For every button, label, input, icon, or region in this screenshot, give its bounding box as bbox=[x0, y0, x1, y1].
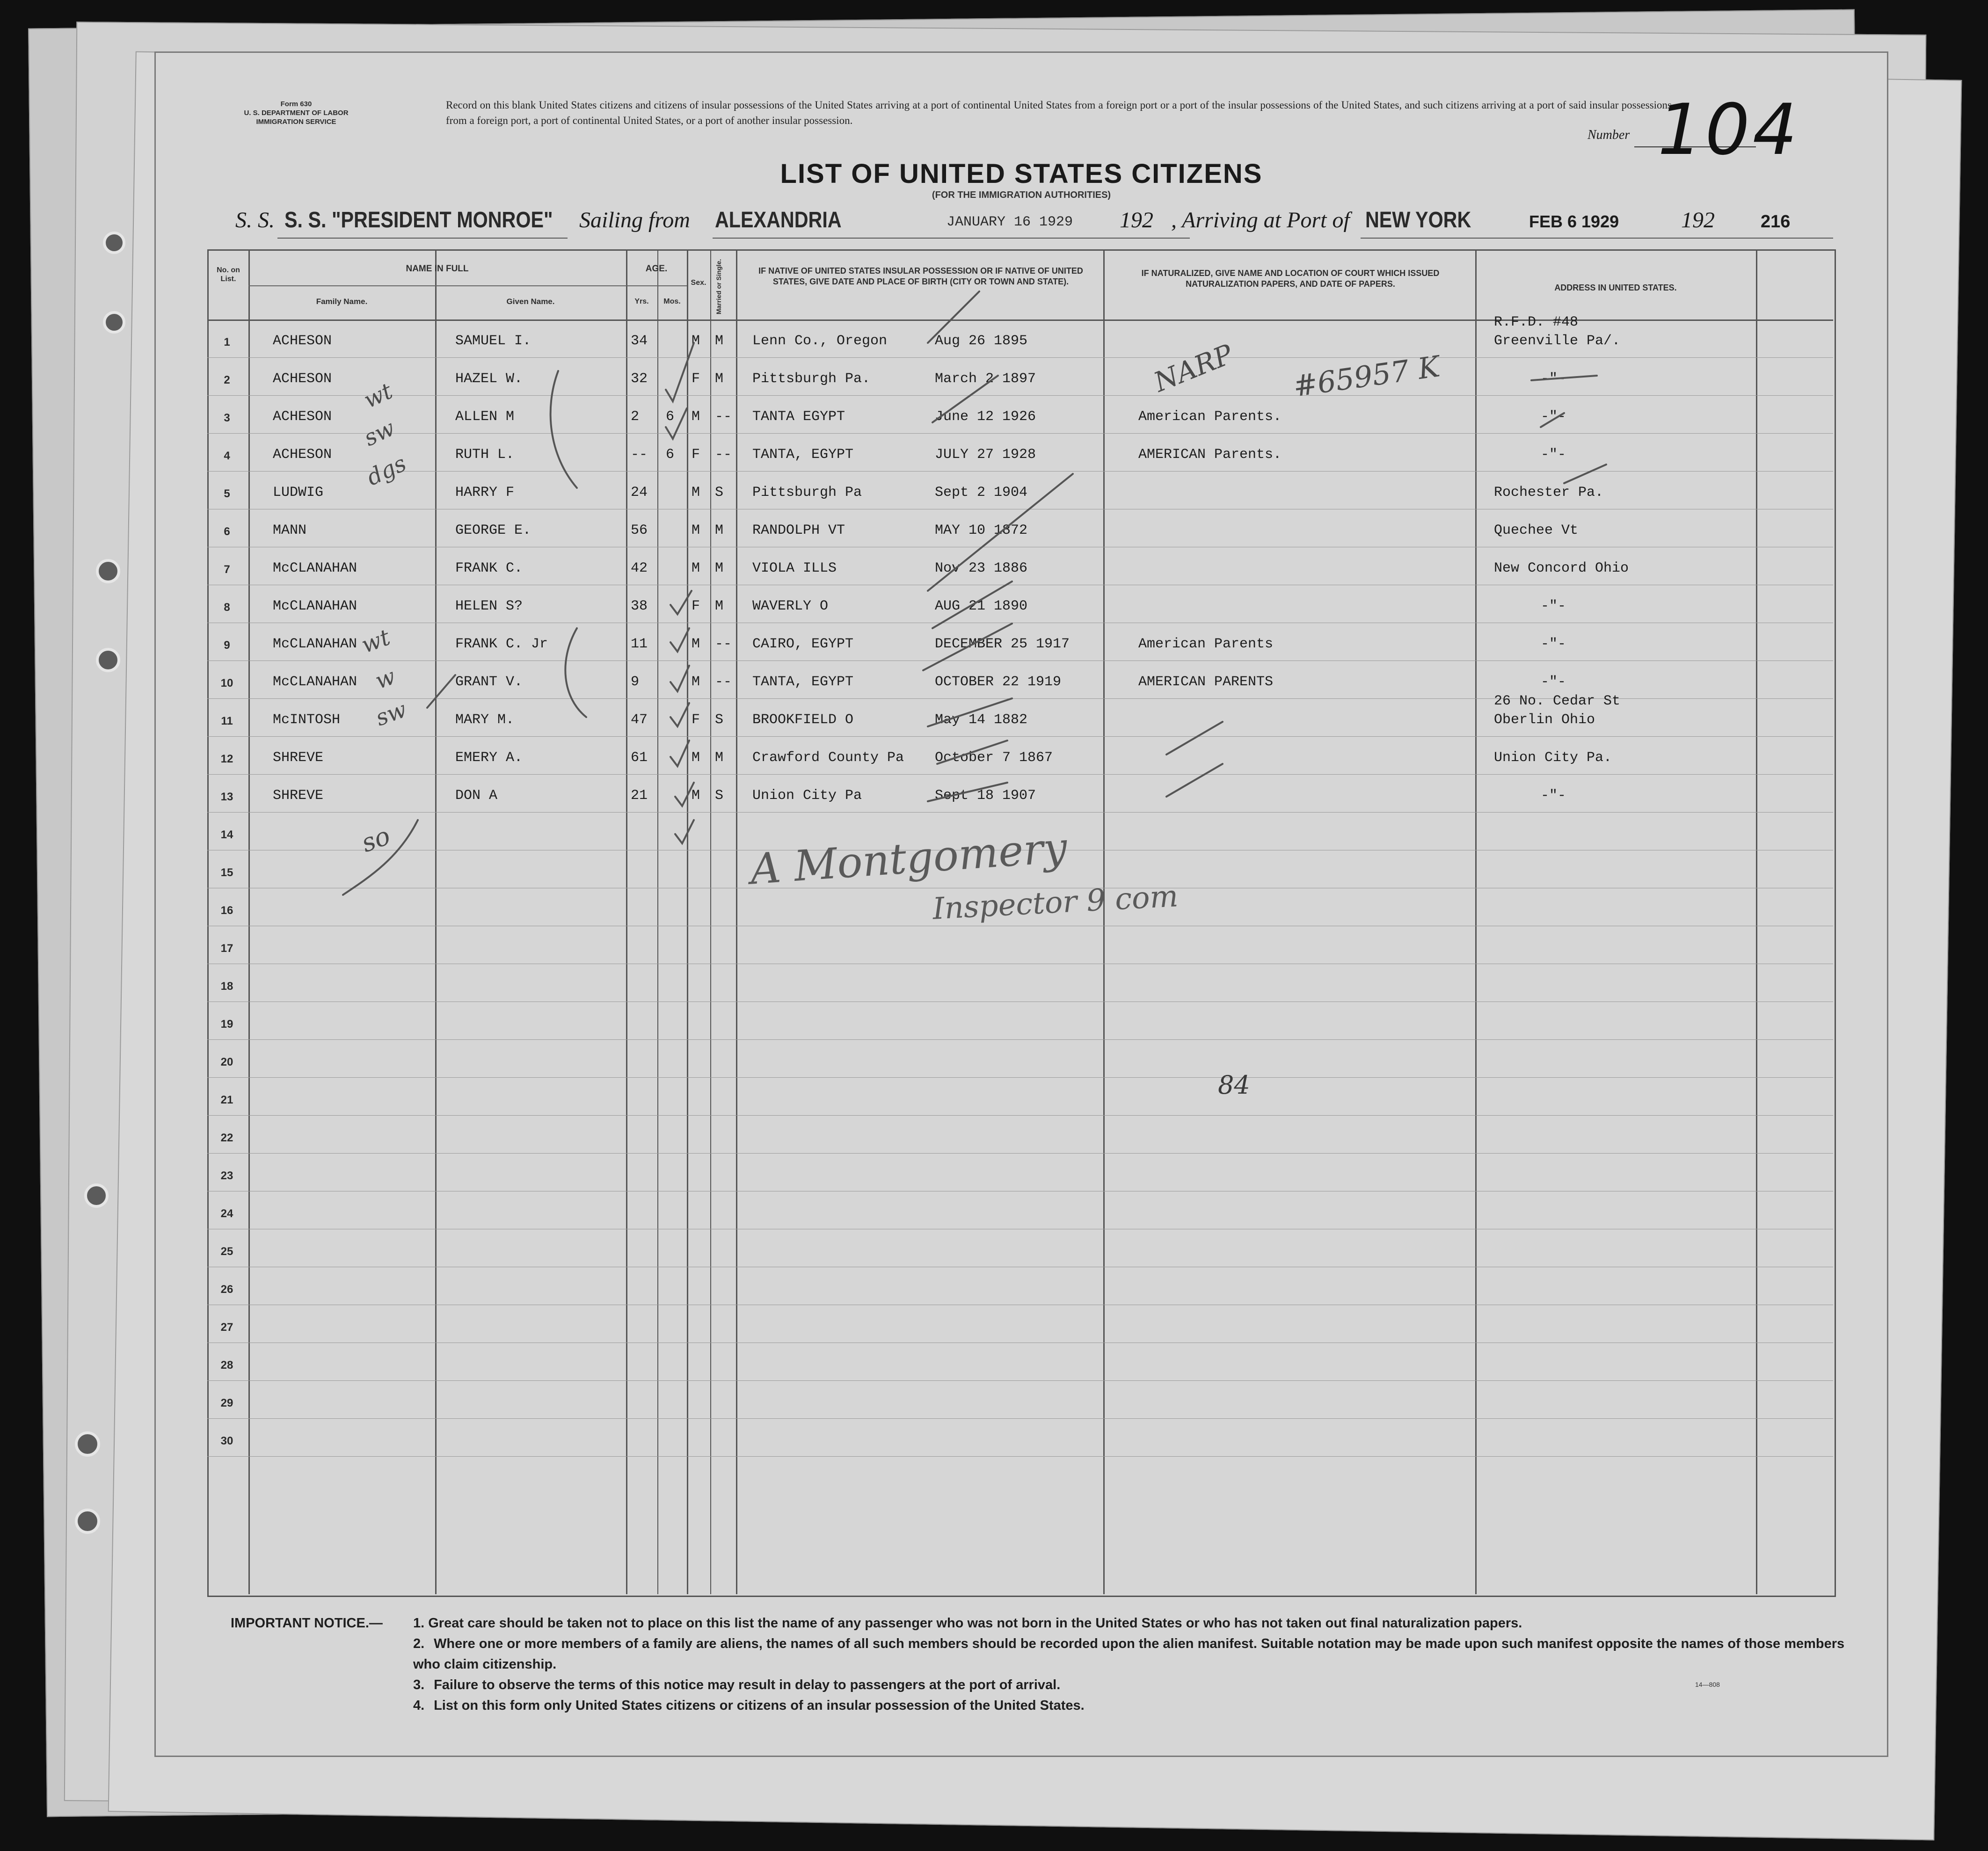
family-name-cell: SHREVE bbox=[273, 750, 324, 766]
sex-cell: M bbox=[692, 674, 700, 690]
birth-place-cell: RANDOLPH VT bbox=[752, 523, 845, 538]
age-years-cell: 11 bbox=[631, 636, 648, 652]
strike-line bbox=[1564, 465, 1606, 483]
address-cell: -"- bbox=[1541, 371, 1566, 387]
row-number: 6 bbox=[224, 525, 230, 538]
check-mark bbox=[666, 408, 687, 439]
marital-status-cell: M bbox=[715, 371, 724, 387]
family-name-cell: ACHESON bbox=[273, 447, 332, 463]
naturalization-cell: American Parents bbox=[1138, 636, 1274, 652]
row-number: 14 bbox=[220, 828, 233, 841]
sex-cell: M bbox=[692, 409, 700, 425]
row-number: 8 bbox=[224, 601, 230, 614]
check-mark bbox=[670, 740, 689, 766]
marital-status-cell: S bbox=[715, 485, 724, 501]
handwritten-note: wt bbox=[358, 624, 394, 659]
sex-cell: M bbox=[692, 523, 700, 538]
birth-date-cell: JULY 27 1928 bbox=[935, 447, 1036, 463]
given-name-cell: EMERY A. bbox=[455, 750, 523, 766]
row-number: 19 bbox=[220, 1018, 233, 1031]
age-years-cell: 32 bbox=[631, 371, 648, 387]
page-subtitle: (FOR THE IMMIGRATION AUTHORITIES) bbox=[932, 190, 1111, 200]
birth-place-cell: TANTA EGYPT bbox=[752, 409, 845, 425]
notice-heading: IMPORTANT NOTICE.— bbox=[231, 1616, 383, 1631]
strike-line bbox=[928, 783, 1007, 801]
row-number: 15 bbox=[220, 866, 233, 879]
naturalization-cell: AMERICAN PARENTS bbox=[1138, 674, 1274, 690]
row-number: 9 bbox=[224, 639, 230, 652]
given-name-cell: GEORGE E. bbox=[455, 523, 532, 538]
naturalization-cell: American Parents. bbox=[1138, 409, 1282, 425]
birth-place-cell: Union City Pa bbox=[752, 788, 862, 804]
header-family-name: Family Name. bbox=[316, 297, 368, 306]
birth-date-cell: AUG 21 1890 bbox=[935, 598, 1028, 614]
row-number: 16 bbox=[220, 904, 233, 917]
binder-hole bbox=[75, 1509, 100, 1534]
notice-item-2: Where one or more members of a family are aliens, the names of all such members should be recorded upon the alien manifest. Suitable notation may be made upon such manifest opposite the names of those members who claim citizenship. bbox=[413, 1636, 1845, 1672]
sex-cell: M bbox=[692, 788, 700, 804]
page-number: 216 bbox=[1761, 212, 1791, 232]
marital-status-cell: M bbox=[715, 560, 724, 576]
row-number: 26 bbox=[220, 1283, 233, 1296]
footer-code: 14—808 bbox=[1695, 1681, 1720, 1688]
address-cell: -"- bbox=[1541, 447, 1566, 463]
inspector-title: Inspector 9 com bbox=[932, 879, 1179, 927]
intro-text: Record on this blank United States citizens and citizens of insular possessions of the United States arriving at a port of continental United States from a foreign port or a port of the insular possessions of the United States, and such citizens arriving at a port of said insular possessions from a foreign port, a port of continental United States, or a port of another insular possession. bbox=[446, 99, 1672, 126]
birth-date-cell: Sept 2 1904 bbox=[935, 485, 1028, 501]
header-birth: IF NATIVE OF UNITED STATES INSULAR POSSESSION OR IF NATIVE OF UNITED STATES, GIVE DATE AND PLACE OF BIRTH (CITY OR TOWN AND STATE). bbox=[758, 266, 1083, 286]
given-name-cell: FRANK C. bbox=[455, 560, 523, 576]
service-name: IMMIGRATION SERVICE bbox=[256, 118, 336, 126]
header-yrs: Yrs. bbox=[634, 298, 649, 305]
marital-status-cell: M bbox=[715, 750, 724, 766]
family-name-cell: ACHESON bbox=[273, 409, 332, 425]
age-years-cell: 42 bbox=[631, 560, 648, 576]
notice-item-3: Failure to observe the terms of this notice may result in delay to passengers at the port of arrival. bbox=[434, 1677, 1061, 1692]
given-name-cell: RUTH L. bbox=[455, 447, 515, 463]
age-years-cell: 21 bbox=[631, 788, 648, 804]
age-years-cell: 61 bbox=[631, 750, 648, 766]
row-number: 30 bbox=[220, 1435, 233, 1447]
pen-loop bbox=[343, 820, 418, 895]
binder-hole bbox=[96, 648, 120, 672]
birth-date-cell: DECEMBER 25 1917 bbox=[935, 636, 1070, 652]
bracket-stroke bbox=[551, 371, 577, 488]
given-name-cell: SAMUEL I. bbox=[455, 333, 532, 349]
address-cell: Greenville Pa/. bbox=[1494, 333, 1621, 349]
row-number: 1 bbox=[224, 336, 230, 348]
header-married-single: Married or Single. bbox=[715, 259, 722, 315]
check-mark bbox=[670, 703, 689, 726]
birth-place-cell: WAVERLY O bbox=[752, 598, 829, 614]
row-number: 25 bbox=[220, 1245, 233, 1258]
header-naturalized: IF NATURALIZED, GIVE NAME AND LOCATION OF COURT WHICH ISSUED NATURALIZATION PAPERS, AND DATE OF PAPERS. bbox=[1141, 269, 1440, 289]
family-name-cell: SHREVE bbox=[273, 788, 324, 804]
handwritten-note: sw bbox=[372, 696, 410, 732]
sailing-label: Sailing from bbox=[579, 208, 690, 232]
page-title: LIST OF UNITED STATES CITIZENS bbox=[780, 159, 1263, 189]
header-age: AGE. bbox=[645, 264, 668, 274]
marital-status-cell: -- bbox=[715, 447, 732, 463]
header-given-name: Given Name. bbox=[506, 297, 555, 306]
notice-item-1: Great care should be taken not to place on this list the name of any passenger who was not born in the United States or who has not taken out final naturalization papers. bbox=[428, 1616, 1522, 1631]
sex-cell: M bbox=[692, 750, 700, 766]
birth-place-cell: Lenn Co., Oregon bbox=[752, 333, 888, 349]
strike-line bbox=[932, 581, 1012, 628]
handwritten-mark: #65957 K bbox=[1291, 349, 1442, 404]
list-number: 104 bbox=[1658, 89, 1800, 171]
check-mark bbox=[675, 783, 694, 806]
birth-date-cell: Sept 18 1907 bbox=[935, 788, 1036, 804]
handwritten-note: so bbox=[357, 820, 394, 858]
sailing-year-printed: 192 bbox=[1120, 208, 1153, 232]
birth-place-cell: Pittsburgh Pa bbox=[752, 485, 862, 501]
family-name-cell: McCLANAHAN bbox=[273, 674, 357, 690]
birth-place-cell: CAIRO, EGYPT bbox=[752, 636, 854, 652]
strike-line bbox=[928, 291, 979, 343]
row-number: 4 bbox=[224, 450, 230, 462]
binder-hole bbox=[103, 232, 125, 254]
sex-cell: M bbox=[692, 560, 700, 576]
birth-date-cell: OCTOBER 22 1919 bbox=[935, 674, 1062, 690]
marital-status-cell: M bbox=[715, 598, 724, 614]
row-number: 2 bbox=[224, 374, 230, 386]
row-number: 11 bbox=[221, 715, 233, 727]
strike-line bbox=[923, 624, 1012, 670]
arrival-year-printed: 192 bbox=[1681, 208, 1715, 232]
marital-status-cell: -- bbox=[715, 636, 732, 652]
age-months-cell: 6 bbox=[666, 447, 675, 463]
arrival-port: NEW YORK bbox=[1365, 208, 1471, 232]
address-cell: -"- bbox=[1541, 674, 1566, 690]
family-name-cell: MANN bbox=[273, 523, 307, 538]
marital-status-cell: M bbox=[715, 333, 724, 349]
center-mark: 84 bbox=[1218, 1070, 1250, 1100]
check-mark bbox=[670, 591, 692, 614]
handwritten-mark: NARP bbox=[1149, 338, 1238, 399]
binder-hole bbox=[96, 559, 120, 583]
strike-line bbox=[1166, 764, 1223, 797]
strike-line bbox=[1166, 722, 1223, 755]
binder-hole bbox=[103, 311, 125, 334]
check-mark bbox=[670, 628, 689, 652]
marital-status-cell: M bbox=[715, 523, 724, 538]
pen-strokes bbox=[156, 53, 1887, 1756]
header-name-in-full: NAME IN FULL bbox=[406, 264, 469, 274]
given-name-cell: FRANK C. Jr bbox=[455, 636, 548, 652]
given-name-cell: DON A bbox=[455, 788, 498, 804]
age-years-cell: 47 bbox=[631, 712, 648, 728]
birth-date-cell: Aug 26 1895 bbox=[935, 333, 1028, 349]
sex-cell: M bbox=[692, 485, 700, 501]
given-name-cell: HAZEL W. bbox=[455, 371, 523, 387]
row-number: 29 bbox=[220, 1397, 233, 1409]
strike-line bbox=[932, 376, 998, 422]
address-cell: -"- bbox=[1541, 409, 1566, 425]
marital-status-cell: -- bbox=[715, 409, 732, 425]
ss-label: S. S. bbox=[235, 208, 275, 232]
given-name-cell: ALLEN M bbox=[455, 409, 515, 425]
handwritten-note: sw bbox=[360, 414, 399, 452]
birth-date-cell: MAY 10 1872 bbox=[935, 523, 1028, 538]
birth-date-cell: June 12 1926 bbox=[935, 409, 1036, 425]
row-number: 23 bbox=[220, 1169, 233, 1182]
handwritten-note: wt bbox=[359, 377, 397, 414]
address-cell: New Concord Ohio bbox=[1494, 560, 1629, 576]
row-number: 22 bbox=[220, 1132, 233, 1144]
arriving-label: , Arriving at Port of bbox=[1171, 208, 1350, 232]
header-sex: Sex. bbox=[691, 279, 706, 287]
address-line-1-cell: 26 No. Cedar St bbox=[1494, 693, 1621, 709]
strike-line bbox=[1531, 376, 1597, 380]
header-address: ADDRESS IN UNITED STATES. bbox=[1554, 283, 1677, 292]
strike-line bbox=[937, 740, 1007, 764]
family-name-cell: ACHESON bbox=[273, 371, 332, 387]
row-number: 18 bbox=[220, 980, 233, 993]
given-name-cell: HELEN S? bbox=[455, 598, 523, 614]
row-number: 7 bbox=[224, 563, 230, 576]
given-name-cell: MARY M. bbox=[455, 712, 515, 728]
age-years-cell: -- bbox=[631, 447, 648, 463]
age-years-cell: 38 bbox=[631, 598, 648, 614]
header-no-on-list: No. on List. bbox=[217, 266, 240, 283]
row-number: 24 bbox=[220, 1207, 233, 1220]
address-cell: -"- bbox=[1541, 636, 1566, 652]
address-cell: Oberlin Ohio bbox=[1494, 712, 1595, 728]
check-mark bbox=[666, 343, 694, 401]
strike-line bbox=[928, 474, 1073, 591]
family-name-cell: McCLANAHAN bbox=[273, 598, 357, 614]
row-number: 28 bbox=[220, 1359, 233, 1372]
sailing-date: JANUARY 16 1929 bbox=[947, 214, 1073, 230]
age-years-cell: 24 bbox=[631, 485, 648, 501]
sex-cell: F bbox=[692, 447, 700, 463]
given-name-cell: HARRY F bbox=[455, 485, 515, 501]
row-number: 3 bbox=[224, 412, 230, 424]
check-mark bbox=[675, 820, 694, 843]
row-number: 5 bbox=[224, 487, 230, 500]
row-number: 21 bbox=[220, 1094, 233, 1106]
marital-status-cell: S bbox=[715, 788, 724, 804]
ship-name: S. S. "PRESIDENT MONROE" bbox=[284, 208, 553, 232]
family-name-cell: LUDWIG bbox=[273, 485, 324, 501]
marital-status-cell: -- bbox=[715, 674, 732, 690]
address-cell: Quechee Vt bbox=[1494, 523, 1579, 538]
check-mark bbox=[670, 666, 689, 691]
strike-line bbox=[928, 698, 1012, 726]
arrival-date-stamp: FEB 6 1929 bbox=[1529, 212, 1619, 231]
number-label: Number bbox=[1587, 128, 1630, 142]
row-number: 17 bbox=[220, 942, 233, 955]
bracket-stroke bbox=[565, 628, 586, 717]
given-name-cell: GRANT V. bbox=[455, 674, 523, 690]
family-name-cell: McINTOSH bbox=[273, 712, 341, 728]
address-cell: -"- bbox=[1541, 598, 1566, 614]
birth-place-cell: TANTA, EGYPT bbox=[752, 447, 854, 463]
binder-hole bbox=[75, 1431, 100, 1457]
age-years-cell: 9 bbox=[631, 674, 640, 690]
form-number: Form 630 bbox=[280, 100, 312, 108]
strike-line bbox=[427, 675, 455, 708]
naturalization-cell: AMERICAN Parents. bbox=[1138, 447, 1282, 463]
birth-date-cell: May 14 1882 bbox=[935, 712, 1028, 728]
age-years-cell: 56 bbox=[631, 523, 648, 538]
age-years-cell: 34 bbox=[631, 333, 648, 349]
row-number: 13 bbox=[220, 791, 233, 803]
birth-place-cell: TANTA, EGYPT bbox=[752, 674, 854, 690]
age-years-cell: 2 bbox=[631, 409, 640, 425]
birth-date-cell: March 2 1897 bbox=[935, 371, 1036, 387]
row-number: 12 bbox=[220, 753, 233, 765]
birth-date-cell: Nov 23 1886 bbox=[935, 560, 1028, 576]
manifest-sheet bbox=[154, 51, 1888, 1757]
sex-cell: M bbox=[692, 333, 700, 349]
family-name-cell: McCLANAHAN bbox=[273, 636, 357, 652]
address-line-1-cell: R.F.D. #48 bbox=[1494, 314, 1579, 330]
age-months-cell: 6 bbox=[666, 409, 675, 425]
strike-line bbox=[1541, 413, 1564, 427]
inspector-signature: A Montgomery bbox=[749, 823, 1069, 894]
sex-cell: F bbox=[692, 371, 700, 387]
row-number: 10 bbox=[220, 677, 233, 690]
sailing-port: ALEXANDRIA bbox=[715, 208, 842, 232]
handwritten-note: dgs bbox=[363, 450, 410, 491]
row-number: 27 bbox=[220, 1321, 233, 1334]
birth-place-cell: BROOKFIELD O bbox=[752, 712, 854, 728]
handwritten-note: w bbox=[371, 663, 399, 695]
department-name: U. S. DEPARTMENT OF LABOR bbox=[244, 109, 349, 117]
address-cell: Rochester Pa. bbox=[1494, 485, 1604, 501]
birth-place-cell: Pittsburgh Pa. bbox=[752, 371, 871, 387]
address-cell: Union City Pa. bbox=[1494, 750, 1612, 766]
sex-cell: F bbox=[692, 598, 700, 614]
important-notice: IMPORTANT NOTICE.— 1. Great care should be taken not to place on this list the name of any passenger who was not born in the United States or who has not taken out final naturalization papers. 2. Where one or more members of a family are aliens, the names of all such members should be recorded upon the alien manifest. Suitable notation may be made upon such manifest opposite the names of those members who claim citizenship. 3. Failure to observe the terms of this notice may result in delay to passengers at the port of arrival. 4. List on this form only United States citizens or citizens of an insular possession of the United States. bbox=[231, 1613, 1868, 1716]
family-name-cell: ACHESON bbox=[273, 333, 332, 349]
sex-cell: F bbox=[692, 712, 700, 728]
sex-cell: M bbox=[692, 636, 700, 652]
binder-hole bbox=[84, 1183, 109, 1208]
row-number: 20 bbox=[220, 1056, 233, 1068]
birth-date-cell: October 7 1867 bbox=[935, 750, 1053, 766]
address-cell: -"- bbox=[1541, 788, 1566, 804]
notice-item-4: List on this form only United States citizens or citizens of an insular possession of the United States. bbox=[434, 1698, 1085, 1713]
birth-place-cell: VIOLA ILLS bbox=[752, 560, 837, 576]
header-mos: Mos. bbox=[663, 298, 681, 305]
birth-place-cell: Crawford County Pa bbox=[752, 750, 904, 766]
family-name-cell: McCLANAHAN bbox=[273, 560, 357, 576]
marital-status-cell: S bbox=[715, 712, 724, 728]
